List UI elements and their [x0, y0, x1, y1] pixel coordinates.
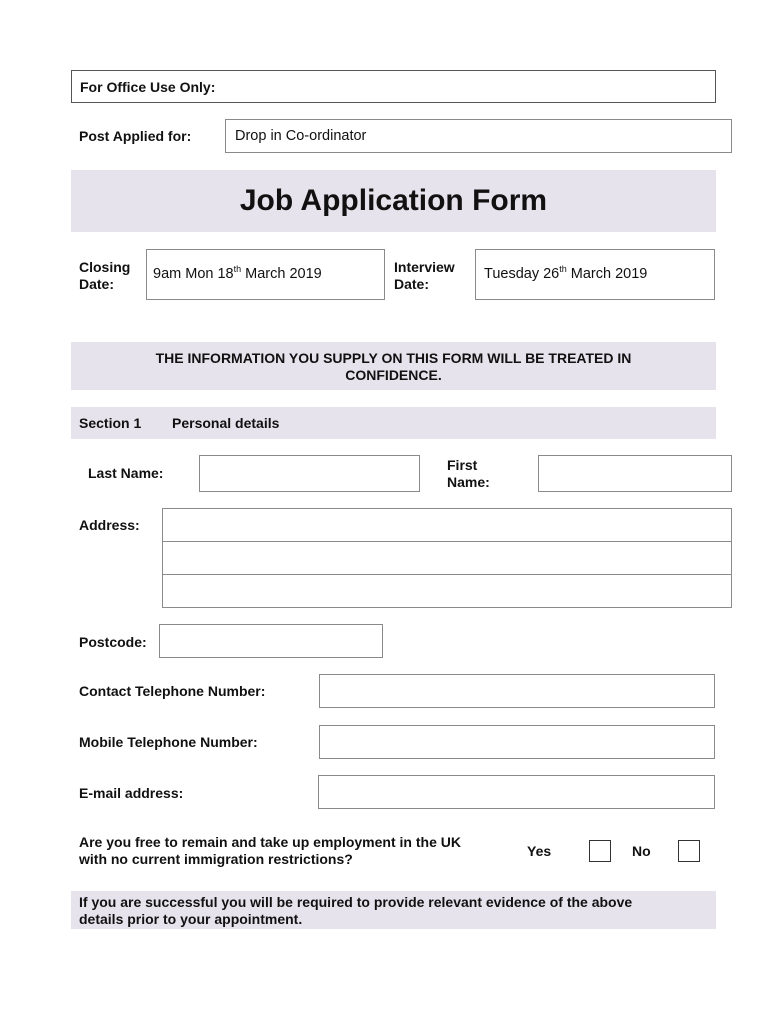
post-applied-label: Post Applied for: — [79, 128, 192, 144]
yes-label: Yes — [527, 843, 552, 859]
address-line-3-input[interactable] — [162, 574, 732, 608]
email-label: E-mail address: — [79, 785, 184, 801]
closing-date-value: 9am Mon 18th March 2019 — [153, 264, 322, 282]
section-1-header — [71, 407, 716, 439]
interview-date-label: Interview Date: — [394, 259, 455, 292]
postcode-label: Postcode: — [79, 634, 147, 650]
post-applied-value: Drop in Co-ordinator — [235, 128, 367, 144]
email-input[interactable] — [318, 775, 715, 809]
evidence-notice: If you are successful you will be required to provide relevant evidence of the above details prior to your appointment. — [71, 891, 716, 929]
office-use-label: For Office Use Only: — [80, 79, 216, 95]
mobile-phone-input[interactable] — [319, 725, 715, 759]
address-line-1-input[interactable] — [162, 508, 732, 542]
interview-date-value: Tuesday 26th March 2019 — [484, 264, 648, 282]
first-name-label: First Name: — [447, 457, 490, 490]
no-checkbox[interactable] — [678, 840, 700, 862]
office-use-box[interactable] — [71, 70, 716, 103]
last-name-input[interactable] — [199, 455, 420, 492]
closing-date-field[interactable] — [146, 249, 385, 300]
last-name-label: Last Name: — [88, 465, 164, 481]
section-number: Section 1 — [79, 415, 142, 431]
closing-date-label: Closing Date: — [79, 259, 131, 292]
yes-checkbox[interactable] — [589, 840, 611, 862]
confidence-notice: THE INFORMATION YOU SUPPLY ON THIS FORM WILL BE TREATED IN CONFIDENCE. — [71, 342, 716, 390]
post-applied-field[interactable] — [225, 119, 732, 153]
page-title: Job Application Form — [239, 184, 548, 217]
mobile-phone-label: Mobile Telephone Number: — [79, 734, 258, 750]
section-title: Personal details — [172, 415, 280, 431]
immigration-question: Are you free to remain and take up employment in the UK with no current immigration restrictions? — [79, 834, 461, 867]
contact-phone-input[interactable] — [319, 674, 715, 708]
no-label: No — [632, 843, 651, 859]
address-label: Address: — [79, 517, 140, 533]
interview-date-field[interactable] — [475, 249, 715, 300]
postcode-input[interactable] — [159, 624, 383, 658]
title-band — [71, 170, 716, 232]
first-name-input[interactable] — [538, 455, 732, 492]
address-line-2-input[interactable] — [162, 541, 732, 575]
contact-phone-label: Contact Telephone Number: — [79, 683, 266, 699]
